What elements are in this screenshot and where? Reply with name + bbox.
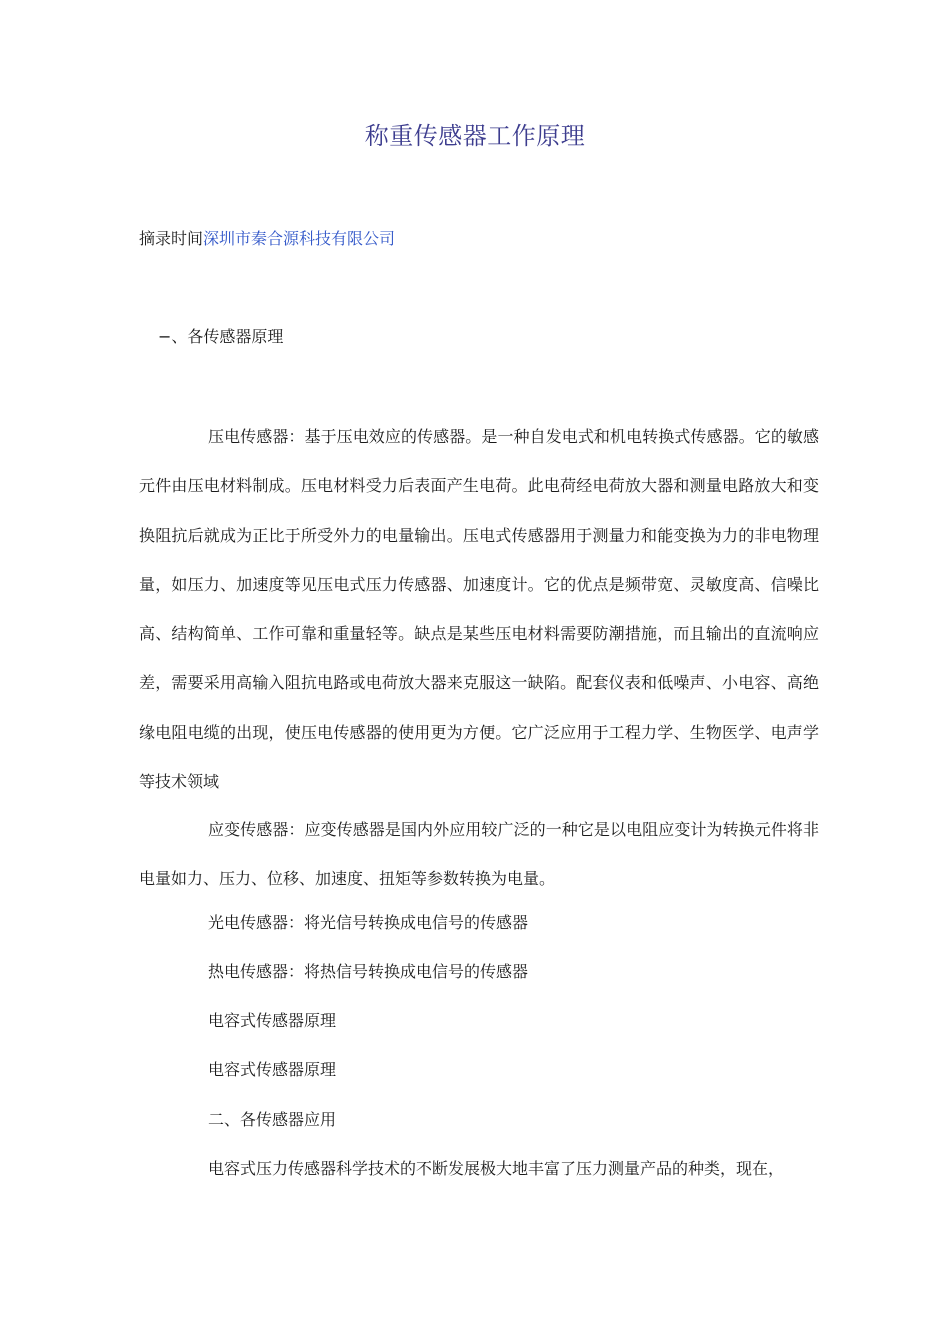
source-prefix: 摘录时间 [139,229,204,248]
section-heading-applications: 二、各传感器应用 [208,1110,337,1129]
paragraph-piezo-sensor: 压电传感器：基于压电效应的传感器。是一种自发电式和机电转换式传感器。它的敏感元件由压电材料制成。压电材料受力后表面产生电荷。此电荷经电荷放大器和测量电路放大和变换阻抗后就成为正比于所受外力的电量输出。压电式传感器用于测量力和能变换为力的非电物理量，如压力、加速度等见压电式压力传感器、加速度计。它的优点是频带宽、灵敏度高、信噪比高、结构简单、工作可靠和重量轻等。缺点是某些压电材料需要防潮措施，而且输出的直流响应差，需要采用高输入阻抗电路或电荷放大器来克服这一缺陷。配套仪表和低噪声、小电容、高绝缘电阻电缆的出现，使压电传感器的使用更为方便。它广泛应用于工程力学、生物医学、电声学等技术领域 [139,427,819,792]
paragraph-strain-sensor: 应变传感器：应变传感器是国内外应用较广泛的一种它是以电阻应变计为转换元件将非电量如力、压力、位移、加速度、扭矩等参数转换为电量。 [139,820,819,889]
section-heading-principles: −、各传感器原理 [158,327,284,346]
paragraph-capacitive-principle-repeat: 电容式传感器原理 [208,1060,337,1079]
paragraph-capacitive-application: 电容式压力传感器科学技术的不断发展极大地丰富了压力测量产品的种类，现在， [208,1159,785,1178]
paragraph-photo-sensor: 光电传感器：将光信号转换成电信号的传感器 [208,913,529,932]
company-link[interactable]: 深圳市秦合源科技有限公司 [203,229,396,248]
page-title: 称重传感器工作原理 [364,122,586,150]
paragraph-thermo-sensor: 热电传感器：将热信号转换成电信号的传感器 [208,962,529,981]
paragraph-capacitive-principle: 电容式传感器原理 [208,1011,337,1030]
source-line [139,228,395,250]
